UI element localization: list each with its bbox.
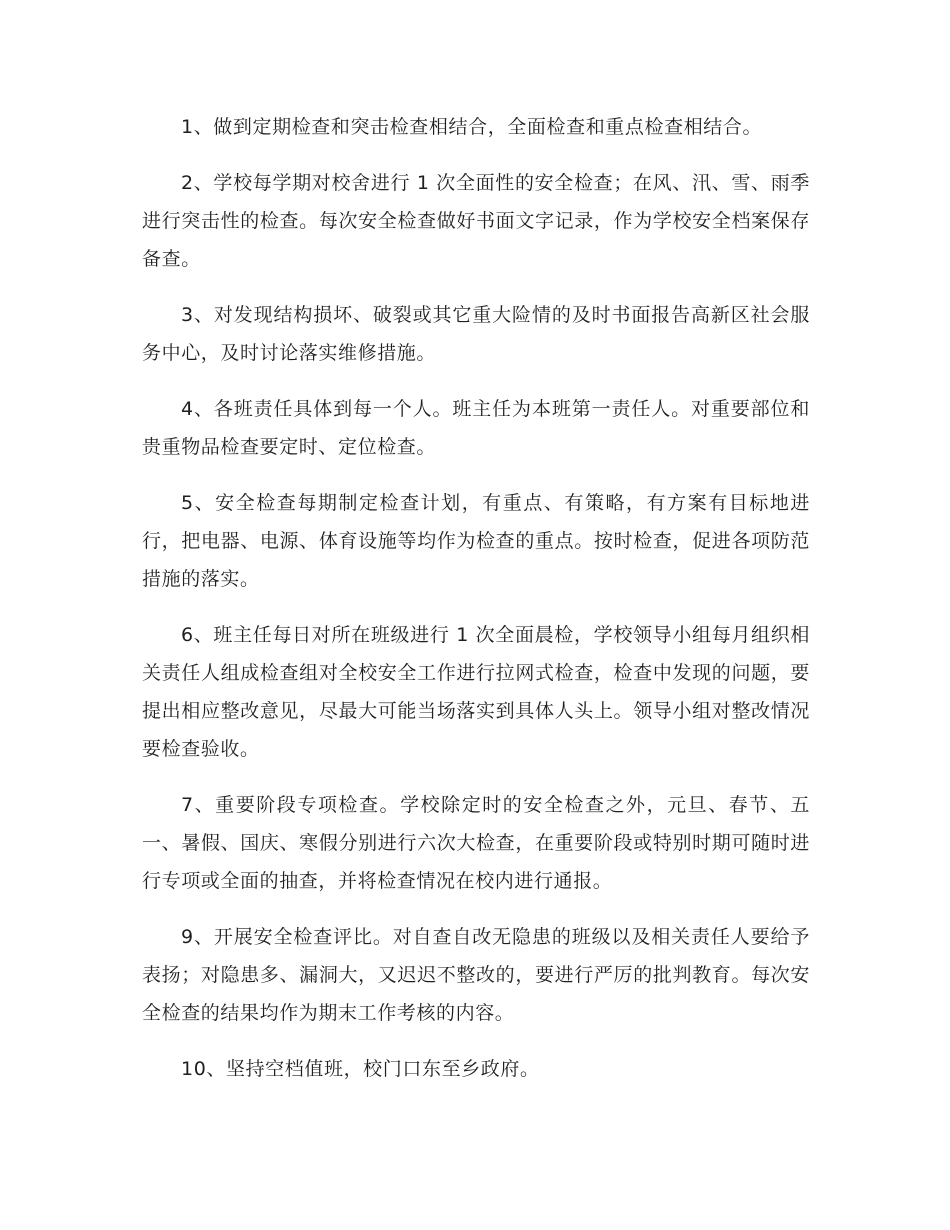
paragraph-item-7: 7、重要阶段专项检查。学校除定时的安全检查之外，元旦、春节、五一、暑假、国庆、寒假分别进行六次大检查，在重要阶段或特别时期可随时进行专项或全面的抽查，并将检查情况在校内进行通报。: [142, 794, 810, 892]
paragraph-item-6: 6、班主任每日对所在班级进行 1 次全面晨检，学校领导小组每月组织相关责任人组成检查组对全校安全工作进行拉网式检查，检查中发现的问题，要提出相应整改意见，尽最大可能当场落实到具体人头上。领导小组对整改情况要检查验收。: [142, 624, 810, 760]
paragraph-item-4: 4、各班责任具体到每一个人。班主任为本班第一责任人。对重要部位和贵重物品检查要定时、定位检查。: [142, 398, 810, 458]
paragraph-item-1: 1、做到定期检查和突击检查相结合，全面检查和重点检查相结合。: [181, 116, 763, 138]
paragraph-item-3: 3、对发现结构损坏、破裂或其它重大险情的及时书面报告高新区社会服务中心，及时讨论落实维修措施。: [142, 304, 810, 364]
paragraph-item-5: 5、安全检查每期制定检查计划，有重点、有策略，有方案有目标地进行，把电器、电源、体育设施等均作为检查的重点。按时检查，促进各项防范措施的落实。: [142, 492, 810, 590]
paragraph-item-9: 9、开展安全检查评比。对自查自改无隐患的班级以及相关责任人要给予表扬；对隐患多、漏洞大，又迟迟不整改的，要进行严厉的批判教育。每次安全检查的结果均作为期末工作考核的内容。: [142, 926, 810, 1024]
paragraph-item-2: 2、学校每学期对校舍进行 1 次全面性的安全检查；在风、汛、雪、雨季进行突击性的检查。每次安全检查做好书面文字记录，作为学校安全档案保存备查。: [142, 172, 810, 270]
paragraph-item-10: 10、坚持空档值班，校门口东至乡政府。: [181, 1058, 540, 1080]
document-body: [142, 108, 810, 1088]
